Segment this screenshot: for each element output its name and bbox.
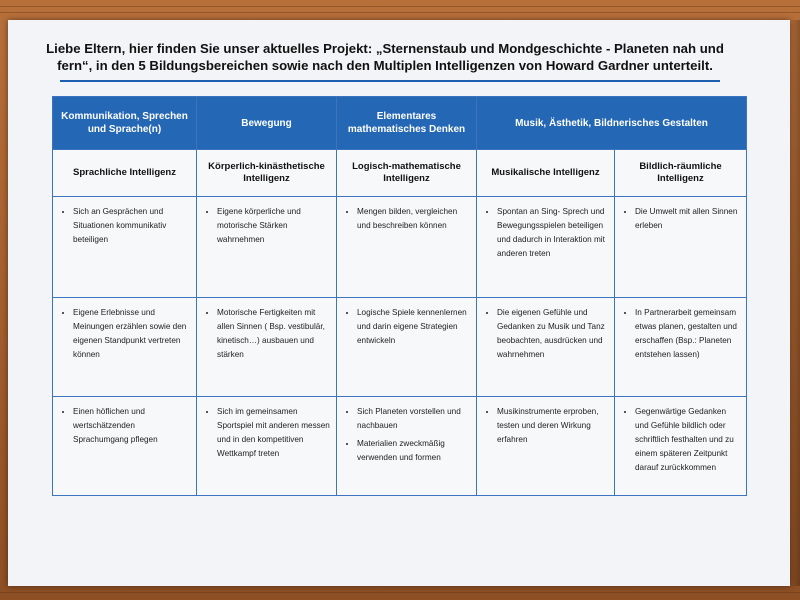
list-item: • Sich Planeten vorstellen und nachbauen xyxy=(357,405,470,433)
list-item: • Musikinstrumente erproben, testen und deren Wirkung erfahren xyxy=(497,405,608,447)
list-item: • Sich im gemeinsamen Sportspiel mit anderen messen und in den kompetitiven Wettkampf treten xyxy=(217,405,330,461)
table-cell xyxy=(337,397,477,496)
table-cell xyxy=(53,298,197,397)
list-item: • Materialien zweckmäßig verwenden und formen xyxy=(357,437,470,465)
table-row xyxy=(53,197,747,298)
list-item: • Logische Spiele kennenlernen und darin eigene Strategien entwickeln xyxy=(357,306,470,348)
intelligence-label: Körperlich-kinästhetische Intelligenz xyxy=(197,150,337,197)
header-musik: Musik, Ästhetik, Bildnerisches Gestalten xyxy=(477,97,747,150)
intelligence-row xyxy=(53,150,747,197)
table-row xyxy=(53,397,747,496)
table-cell xyxy=(197,298,337,397)
table-row xyxy=(53,298,747,397)
list-item: • Die Umwelt mit allen Sinnen erleben xyxy=(635,205,740,233)
table-cell xyxy=(53,397,197,496)
table-cell xyxy=(615,298,747,397)
paper-shadow xyxy=(790,20,800,586)
wood-grain xyxy=(0,6,800,7)
table-cell xyxy=(477,298,615,397)
intelligence-label: Sprachliche Intelligenz xyxy=(53,150,197,197)
wood-grain xyxy=(0,592,800,593)
intelligence-label: Musikalische Intelligenz xyxy=(477,150,615,197)
list-item: • In Partnerarbeit gemeinsam etwas planen, gestalten und erschaffen (Bsp.: Planeten entstehen lassen) xyxy=(635,306,740,362)
education-areas-table xyxy=(52,96,747,496)
table-cell xyxy=(477,197,615,298)
list-item: • Einen höflichen und wertschätzenden Sprachumgang pflegen xyxy=(73,405,190,447)
list-item: • Motorische Fertigkeiten mit allen Sinnen ( Bsp. vestibulär, kinetisch…) ausbauen und stärken xyxy=(217,306,330,362)
header-bewegung: Bewegung xyxy=(197,97,337,150)
list-item: • Die eigenen Gefühle und Gedanken zu Musik und Tanz beobachten, ausdrücken und wahrnehmen xyxy=(497,306,608,362)
list-item: • Eigene körperliche und motorische Stärken wahrnehmen xyxy=(217,205,330,247)
list-item: • Eigene Erlebnisse und Meinungen erzählen sowie den eigenen Standpunkt vertreten können xyxy=(73,306,190,362)
table-cell xyxy=(53,197,197,298)
wood-grain xyxy=(0,12,800,13)
table-cell xyxy=(197,197,337,298)
title-underline xyxy=(60,80,720,82)
table-cell xyxy=(615,197,747,298)
header-kommunikation: Kommunikation, Sprechen und Sprache(n) xyxy=(53,97,197,150)
list-item: • Mengen bilden, vergleichen und beschreiben können xyxy=(357,205,470,233)
table-cell xyxy=(337,298,477,397)
list-item: • Gegenwärtige Gedanken und Gefühle bildlich oder schriftlich festhalten und zu einem späteren Zeitpunkt darauf zurückkommen xyxy=(635,405,740,475)
header-mathe: Elementares mathematisches Denken xyxy=(337,97,477,150)
table-cell xyxy=(197,397,337,496)
table-cell xyxy=(477,397,615,496)
intelligence-label: Logisch-mathematische Intelligenz xyxy=(337,150,477,197)
list-item: • Spontan an Sing- Sprech und Bewegungsspielen beteiligen und dadurch in Interaktion mit anderen treten xyxy=(497,205,608,261)
table-header-row xyxy=(53,97,747,150)
page-title: Liebe Eltern, hier finden Sie unser aktuelles Projekt: „Sternenstaub und Mondgeschichte - Planeten nah und fern“, in den 5 Bildungsbereichen sowie nach den Multiplen Intelligenzen von Howard Gardner unterteilt. xyxy=(46,41,724,73)
table-cell xyxy=(615,397,747,496)
list-item: • Sich an Gesprächen und Situationen kommunikativ beteiligen xyxy=(73,205,190,247)
table-cell xyxy=(337,197,477,298)
intelligence-label: Bildlich-räumliche Intelligenz xyxy=(615,150,747,197)
